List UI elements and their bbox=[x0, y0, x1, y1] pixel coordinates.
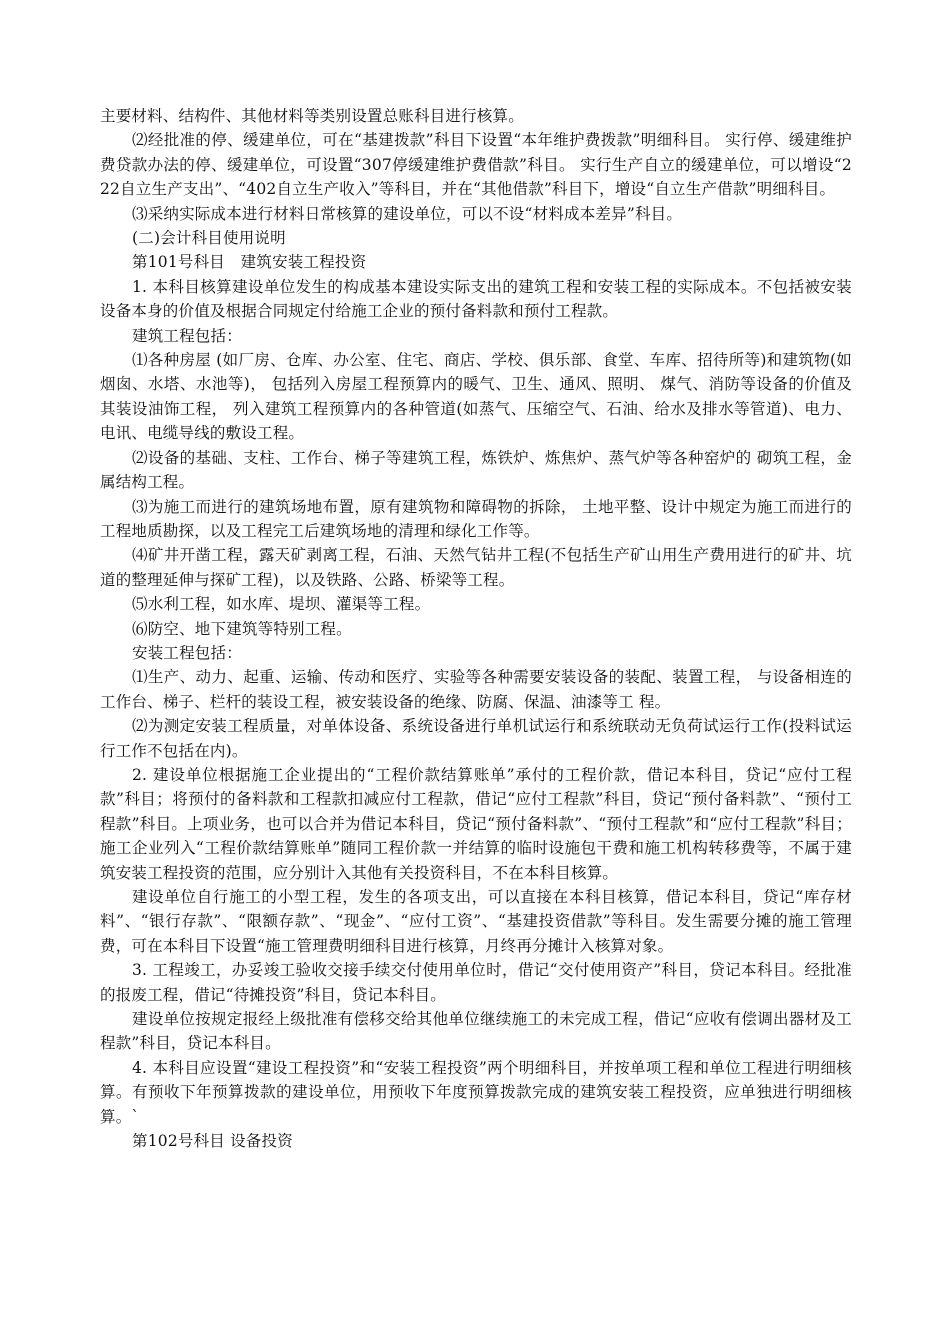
construction-works-heading: 建筑工程包括： bbox=[132, 326, 242, 345]
paragraph-0: 主要材料、结构件、其他材料等类别设置总账科目进行核算。 bbox=[100, 107, 524, 125]
section-heading: (二)会计科目使用说明 bbox=[132, 229, 286, 248]
paragraph-19: 建设单位按规定报经上级批准有偿移交给其他单位继续施工的未完成工程，借记“应收有偿调出器材及工程款”科目，贷记本科目。 bbox=[100, 1010, 852, 1053]
paragraph-9: ⑶为施工而进行的建筑场地布置，原有建筑物和障碍物的拆除， 土地平整、设计中规定为施工而进行的工程地质勘探，以及工程完工后建筑场地的清理和绿化工作等。 bbox=[100, 497, 852, 540]
paragraph-17: 建设单位自行施工的小型工程，发生的各项支出，可以直接在本科目核算，借记本科目，贷记“库存材料”、“银行存款”、“限额存款”、“现金”、“应付工资”、“基建投资借款”等科目。发生需要分摊的施工管理费，可在本科目下设置“施工管理费明细科目进行核算，月终再分摊计入核算对象。 bbox=[100, 888, 852, 955]
paragraph-5: 1. 本科目核算建设单位发生的构成基本建设实际支出的建筑工程和安装工程的实际成本。不包括被安装设备本身的价值及根据合同规定付给施工企业的预付备料款和预付工程款。 bbox=[100, 277, 852, 321]
paragraph-16: 2. 建设单位根据施工企业提出的“工程价款结算账单”承付的工程价款，借记本科目，贷记“应付工程款”科目；将预付的备料款和工程款扣减应付工程款，借记“应付工程款”科目，贷记“预付备料款”、“预付工程款”科目。上项业务，也可以合并为借记本科目，贷记“预付备料款”、“预付工程款”和“应付工程款”科目；施工企业列入“工程价款结算账单”随同工程价款一并结算的临时设施包干费和施工机构转移费等，不属于建筑安装工程投资的范围，应分别计入其他有关投资科目，不在本科目核算。 bbox=[100, 765, 852, 882]
paragraph-8: ⑵设备的基础、支柱、工作台、梯子等建筑工程，炼铁炉、炼焦炉、蒸气炉等各种窑炉的 砌筑工程，金属结构工程。 bbox=[100, 448, 852, 492]
account-101-heading: 第101号科目 建筑安装工程投资 bbox=[132, 253, 367, 272]
paragraph-14: ⑴生产、动力、起重、运输、传动和医疗、实验等各种需要安装设备的装配、装置工程， 与设备相连的工作台、梯子、栏杆的装设工程，被安装设备的绝缘、防腐、保温、油漆等工 程。 bbox=[100, 668, 852, 711]
document-body bbox=[100, 104, 852, 1153]
paragraph-15: ⑵为测定安装工程质量，对单体设备、系统设备进行单机试运行和系统联动无负荷试运行工作(投料试运行工作不包括在内)。 bbox=[100, 717, 852, 760]
paragraph-12: ⑹防空、地下建筑等特别工程。 bbox=[132, 619, 352, 638]
paragraph-18: 3. 工程竣工，办妥竣工验收交接手续交付使用单位时，借记“交付使用资产”科目，贷记本科目。经批准的报废工程，借记“待摊投资”科目，贷记本科目。 bbox=[100, 961, 852, 1004]
paragraph-10: ⑷矿井开凿工程，露天矿剥离工程，石油、天然气钻井工程(不包括生产矿山用生产费用进行的矿井、坑道的整理延伸与探矿工程)，以及铁路、公路、桥梁等工程。 bbox=[100, 546, 852, 589]
account-102-heading: 第102号科目 设备投资 bbox=[132, 1132, 293, 1151]
paragraph-1: ⑵经批准的停、缓建单位，可在“基建拨款”科目下设置“本年维护费拨款”明细科目。 实行停、缓建维护费贷款办法的停、缓建单位，可设置“307停缓建维护费借款”科目。 实行生产自立的缓建单位，可以增设“222自立生产支出”、“402自立生产收入”等科目，并在“其他借款”科目下，增设“自立生产借款”明细科目。 bbox=[100, 131, 852, 199]
paragraph-7: ⑴各种房屋 (如厂房、仓库、办公室、住宅、商店、学校、俱乐部、食堂、车库、招待所等)和建筑物(如烟囱、水塔、水池等)， 包括列入房屋工程预算内的暖气、卫生、通风、照明、 煤气、消防等设备的价值及其装设油饰工程， 列入建筑工程预算内的各种管道(如蒸气、压缩空气、石油、给水及排水等管道)、电力、电讯、电缆导线的敷设工程。 bbox=[100, 351, 852, 443]
installation-works-heading: 安装工程包括： bbox=[132, 643, 242, 662]
paragraph-20: 4. 本科目应设置“建设工程投资”和“安装工程投资”两个明细科目，并按单项工程和单位工程进行明细核算。有预收下年预算拨款的建设单位，用预收下年度预算拨款完成的建筑安装工程投资，应单独进行明细核算。` bbox=[100, 1058, 852, 1126]
paragraph-11: ⑸水利工程，如水库、堤坝、灌渠等工程。 bbox=[132, 595, 431, 614]
paragraph-2: ⑶采纳实际成本进行材料日常核算的建设单位，可以不设“材料成本差异”科目。 bbox=[132, 204, 683, 223]
